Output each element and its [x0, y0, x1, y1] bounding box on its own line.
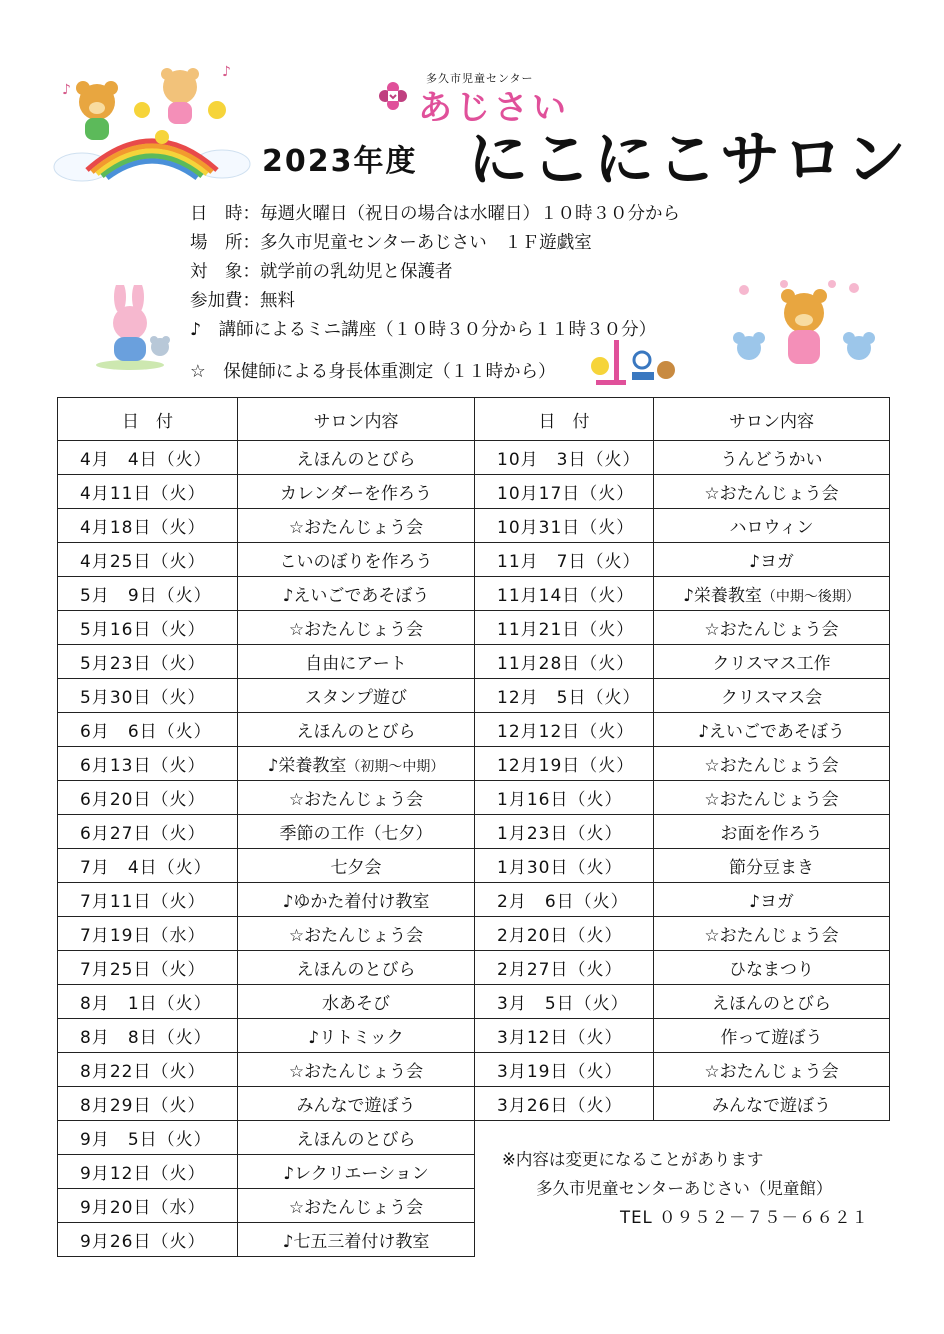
session-content-label: 自由にアート: [305, 654, 407, 674]
session-content-label: ☆おたんじょう会: [704, 790, 839, 810]
table-row: [58, 611, 475, 645]
session-date: 4月18日（火）: [58, 509, 238, 543]
session-content: [654, 577, 890, 611]
session-content: [238, 1019, 475, 1053]
session-date: 9月12日（火）: [58, 1155, 238, 1189]
session-date: 1月30日（火）: [475, 849, 654, 883]
session-content: [654, 1087, 890, 1121]
table-header-row: [58, 398, 475, 441]
session-content: [238, 509, 475, 543]
session-content-label: ひなまつり: [729, 960, 814, 980]
session-content: [654, 645, 890, 679]
session-content-label: ☆おたんじょう会: [704, 756, 839, 776]
org-subtitle: 多久市児童センター: [426, 72, 534, 85]
session-content-label: クリスマス会: [720, 688, 823, 708]
session-content-label: ♪七五三着付け教室: [282, 1232, 430, 1252]
session-content: [238, 577, 475, 611]
session-content-label: えほんのとびら: [296, 960, 416, 980]
session-content-label: ☆おたんじょう会: [288, 518, 424, 538]
session-date: 9月26日（火）: [58, 1223, 238, 1257]
table-row: [58, 577, 475, 611]
info-fee: 参加費：無料: [190, 291, 295, 311]
session-date: 11月21日（火）: [475, 611, 654, 645]
table-row: [58, 543, 475, 577]
info-datetime: 日 時：毎週火曜日（祝日の場合は水曜日）１０時３０分から: [190, 204, 680, 224]
session-date: 6月27日（火）: [58, 815, 238, 849]
table-row: [58, 1189, 475, 1223]
column-header-content: サロン内容: [238, 398, 475, 441]
column-header-content: サロン内容: [654, 398, 890, 441]
session-content: [654, 713, 890, 747]
schedule-table-first-half: [57, 397, 475, 1257]
bear-and-mice-illustration: [724, 278, 884, 380]
session-content: [654, 917, 890, 951]
session-content-label: ♪ヨガ: [749, 552, 794, 572]
session-date: 6月13日（火）: [58, 747, 238, 781]
column-header-date: 日 付: [58, 398, 238, 441]
session-content-note: （初期～中期）: [346, 759, 445, 775]
table-row: [475, 441, 890, 475]
session-content: [654, 611, 890, 645]
session-date: 8月22日（火）: [58, 1053, 238, 1087]
table-row: [475, 985, 890, 1019]
session-content: [654, 1053, 890, 1087]
change-notice: ※内容は変更になることがあります: [502, 1150, 764, 1169]
session-date: 12月 5日（火）: [475, 679, 654, 713]
session-date: 2月 6日（火）: [475, 883, 654, 917]
table-row: [475, 611, 890, 645]
table-row: [475, 951, 890, 985]
hydrangea-logo-icon: [375, 78, 411, 114]
session-date: 5月30日（火）: [58, 679, 238, 713]
session-date: 2月27日（火）: [475, 951, 654, 985]
table-row: [475, 747, 890, 781]
session-date: 1月16日（火）: [475, 781, 654, 815]
table-row: [475, 1053, 890, 1087]
table-row: [58, 509, 475, 543]
session-content: [654, 509, 890, 543]
table-row: [475, 1087, 890, 1121]
session-content-label: えほんのとびら: [296, 450, 416, 470]
session-content: [238, 645, 475, 679]
table-row: [58, 475, 475, 509]
session-date: 7月19日（水）: [58, 917, 238, 951]
session-content: [654, 747, 890, 781]
page-title: にこにこサロン: [468, 125, 909, 195]
scale-measure-illustration: [586, 338, 681, 388]
session-content: [654, 543, 890, 577]
table-row: [475, 815, 890, 849]
session-date: 5月 9日（火）: [58, 577, 238, 611]
session-content: [238, 917, 475, 951]
session-date: 2月20日（火）: [475, 917, 654, 951]
rabbit-illustration: [90, 285, 180, 370]
table-row: [58, 917, 475, 951]
session-date: 7月11日（火）: [58, 883, 238, 917]
session-content: [238, 679, 475, 713]
info-target: 対 象：就学前の乳幼児と保護者: [190, 262, 453, 282]
session-content: [654, 985, 890, 1019]
table-row: [58, 1155, 475, 1189]
table-row: [475, 917, 890, 951]
session-date: 11月 7日（火）: [475, 543, 654, 577]
session-content: [238, 441, 475, 475]
session-content: [238, 849, 475, 883]
table-row: [475, 1019, 890, 1053]
session-content: [238, 815, 475, 849]
session-content: [238, 713, 475, 747]
session-date: 3月 5日（火）: [475, 985, 654, 1019]
session-content-label: ♪レクリエーション: [283, 1164, 429, 1184]
svg-text:♪: ♪: [62, 82, 71, 98]
session-content-label: えほんのとびら: [712, 994, 831, 1014]
session-content-label: ☆おたんじょう会: [288, 790, 424, 810]
session-content-label: えほんのとびら: [296, 1130, 416, 1150]
column-header-date: 日 付: [475, 398, 654, 441]
session-date: 10月17日（火）: [475, 475, 654, 509]
table-row: [58, 1121, 475, 1155]
schedule-table-second-half: [474, 397, 890, 1121]
session-date: 4月25日（火）: [58, 543, 238, 577]
session-content-label: ♪えいごであそぼう: [282, 586, 430, 606]
session-content-label: ♪ヨガ: [749, 892, 794, 912]
table-row: [58, 781, 475, 815]
session-date: 3月12日（火）: [475, 1019, 654, 1053]
table-row: [58, 1223, 475, 1257]
bears-on-rainbow-illustration: [52, 62, 252, 192]
session-content: [654, 781, 890, 815]
session-content-label: 節分豆まき: [729, 858, 814, 878]
session-date: 12月12日（火）: [475, 713, 654, 747]
session-content: [238, 1053, 475, 1087]
table-row: [58, 849, 475, 883]
session-content: [654, 883, 890, 917]
session-date: 9月20日（水）: [58, 1189, 238, 1223]
info-lecture: ♪ 講師によるミニ講座（１０時３０分から１１時３０分）: [190, 320, 657, 340]
session-date: 3月19日（火）: [475, 1053, 654, 1087]
table-row: [58, 1019, 475, 1053]
session-content-label: ♪栄養教室: [267, 756, 347, 776]
session-content-label: ハロウィン: [729, 518, 814, 538]
session-content: [654, 679, 890, 713]
session-content: [654, 441, 890, 475]
session-date: 8月 1日（火）: [58, 985, 238, 1019]
table-row: [58, 951, 475, 985]
session-content-label: ☆おたんじょう会: [704, 484, 839, 504]
session-date: 4月11日（火）: [58, 475, 238, 509]
session-content-label: 季節の工作（七夕）: [279, 824, 433, 844]
table-row: [475, 849, 890, 883]
table-row: [58, 713, 475, 747]
session-content-label: お面を作ろう: [720, 824, 823, 844]
table-row: [475, 509, 890, 543]
session-date: 1月23日（火）: [475, 815, 654, 849]
table-row: [475, 645, 890, 679]
session-content-label: みんなで遊ぼう: [712, 1096, 831, 1116]
session-content-label: こいのぼりを作ろう: [279, 552, 433, 572]
footer-phone: TEL ０９５２－７５－６６２１: [620, 1208, 869, 1227]
session-date: 9月 5日（火）: [58, 1121, 238, 1155]
session-content: [654, 475, 890, 509]
session-date: 7月25日（火）: [58, 951, 238, 985]
session-content-label: ☆おたんじょう会: [288, 926, 424, 946]
table-row: [475, 543, 890, 577]
session-content-label: 水あそび: [322, 994, 390, 1014]
session-content-label: ☆おたんじょう会: [704, 926, 839, 946]
session-date: 6月20日（火）: [58, 781, 238, 815]
table-row: [58, 679, 475, 713]
table-row: [58, 815, 475, 849]
table-row: [475, 713, 890, 747]
session-date: 10月 3日（火）: [475, 441, 654, 475]
table-row: [58, 1053, 475, 1087]
session-content-label: ♪えいごであそぼう: [698, 722, 845, 742]
session-content-label: ☆おたんじょう会: [704, 620, 839, 640]
session-content-label: クリスマス工作: [712, 654, 831, 674]
session-date: 7月 4日（火）: [58, 849, 238, 883]
session-content: [238, 475, 475, 509]
session-content-label: ♪ゆかた着付け教室: [282, 892, 430, 912]
svg-text:♪: ♪: [222, 64, 231, 80]
session-content: [238, 883, 475, 917]
session-content: [654, 815, 890, 849]
session-content: [238, 1155, 475, 1189]
session-date: 3月26日（火）: [475, 1087, 654, 1121]
session-content: [654, 849, 890, 883]
session-content-label: ☆おたんじょう会: [288, 1062, 424, 1082]
session-date: 5月16日（火）: [58, 611, 238, 645]
info-place: 場 所：多久市児童センターあじさい １Ｆ遊戯室: [190, 233, 592, 253]
session-content-label: 作って遊ぼう: [720, 1028, 823, 1048]
fiscal-year: 2023年度: [262, 144, 418, 179]
session-content: [238, 1121, 475, 1155]
session-content: [238, 985, 475, 1019]
session-content-label: ☆おたんじょう会: [704, 1062, 839, 1082]
table-row: [475, 781, 890, 815]
session-content-label: えほんのとびら: [296, 722, 416, 742]
session-content-label: うんどうかい: [720, 450, 823, 470]
table-row: [58, 1087, 475, 1121]
table-row: [475, 883, 890, 917]
info-health-check: ☆ 保健師による身長体重測定（１１時から）: [190, 362, 556, 382]
session-content-label: ☆おたんじょう会: [288, 620, 424, 640]
session-date: 12月19日（火）: [475, 747, 654, 781]
session-content-label: カレンダーを作ろう: [280, 484, 432, 504]
session-content-label: みんなで遊ぼう: [296, 1096, 416, 1116]
session-content-label: 七夕会: [330, 858, 382, 878]
table-row: [475, 577, 890, 611]
table-row: [58, 441, 475, 475]
table-row: [58, 645, 475, 679]
session-content: [238, 747, 475, 781]
session-content: [238, 781, 475, 815]
session-content-label: ☆おたんじょう会: [288, 1198, 424, 1218]
session-content: [238, 543, 475, 577]
session-content-label: ♪リトミック: [308, 1028, 404, 1048]
session-date: 8月29日（火）: [58, 1087, 238, 1121]
session-date: 5月23日（火）: [58, 645, 238, 679]
session-content: [654, 951, 890, 985]
session-date: 10月31日（火）: [475, 509, 654, 543]
table-row: [58, 747, 475, 781]
session-content-label: スタンプ遊び: [305, 688, 407, 708]
session-date: 11月28日（火）: [475, 645, 654, 679]
brand-name: あじさい: [418, 88, 570, 128]
session-content: [238, 1223, 475, 1257]
session-content: [238, 951, 475, 985]
session-date: 4月 4日（火）: [58, 441, 238, 475]
table-row: [475, 475, 890, 509]
session-date: 6月 6日（火）: [58, 713, 238, 747]
table-row: [58, 985, 475, 1019]
session-content: [238, 1087, 475, 1121]
session-content-note: （中期～後期）: [761, 589, 860, 605]
table-header-row: [475, 398, 890, 441]
table-row: [475, 679, 890, 713]
session-content: [238, 611, 475, 645]
session-date: 8月 8日（火）: [58, 1019, 238, 1053]
session-content: [654, 1019, 890, 1053]
session-content: [238, 1189, 475, 1223]
session-content-label: ♪栄養教室: [683, 586, 762, 606]
footer-organization: 多久市児童センターあじさい（児童館）: [536, 1179, 833, 1198]
table-row: [58, 883, 475, 917]
session-date: 11月14日（火）: [475, 577, 654, 611]
